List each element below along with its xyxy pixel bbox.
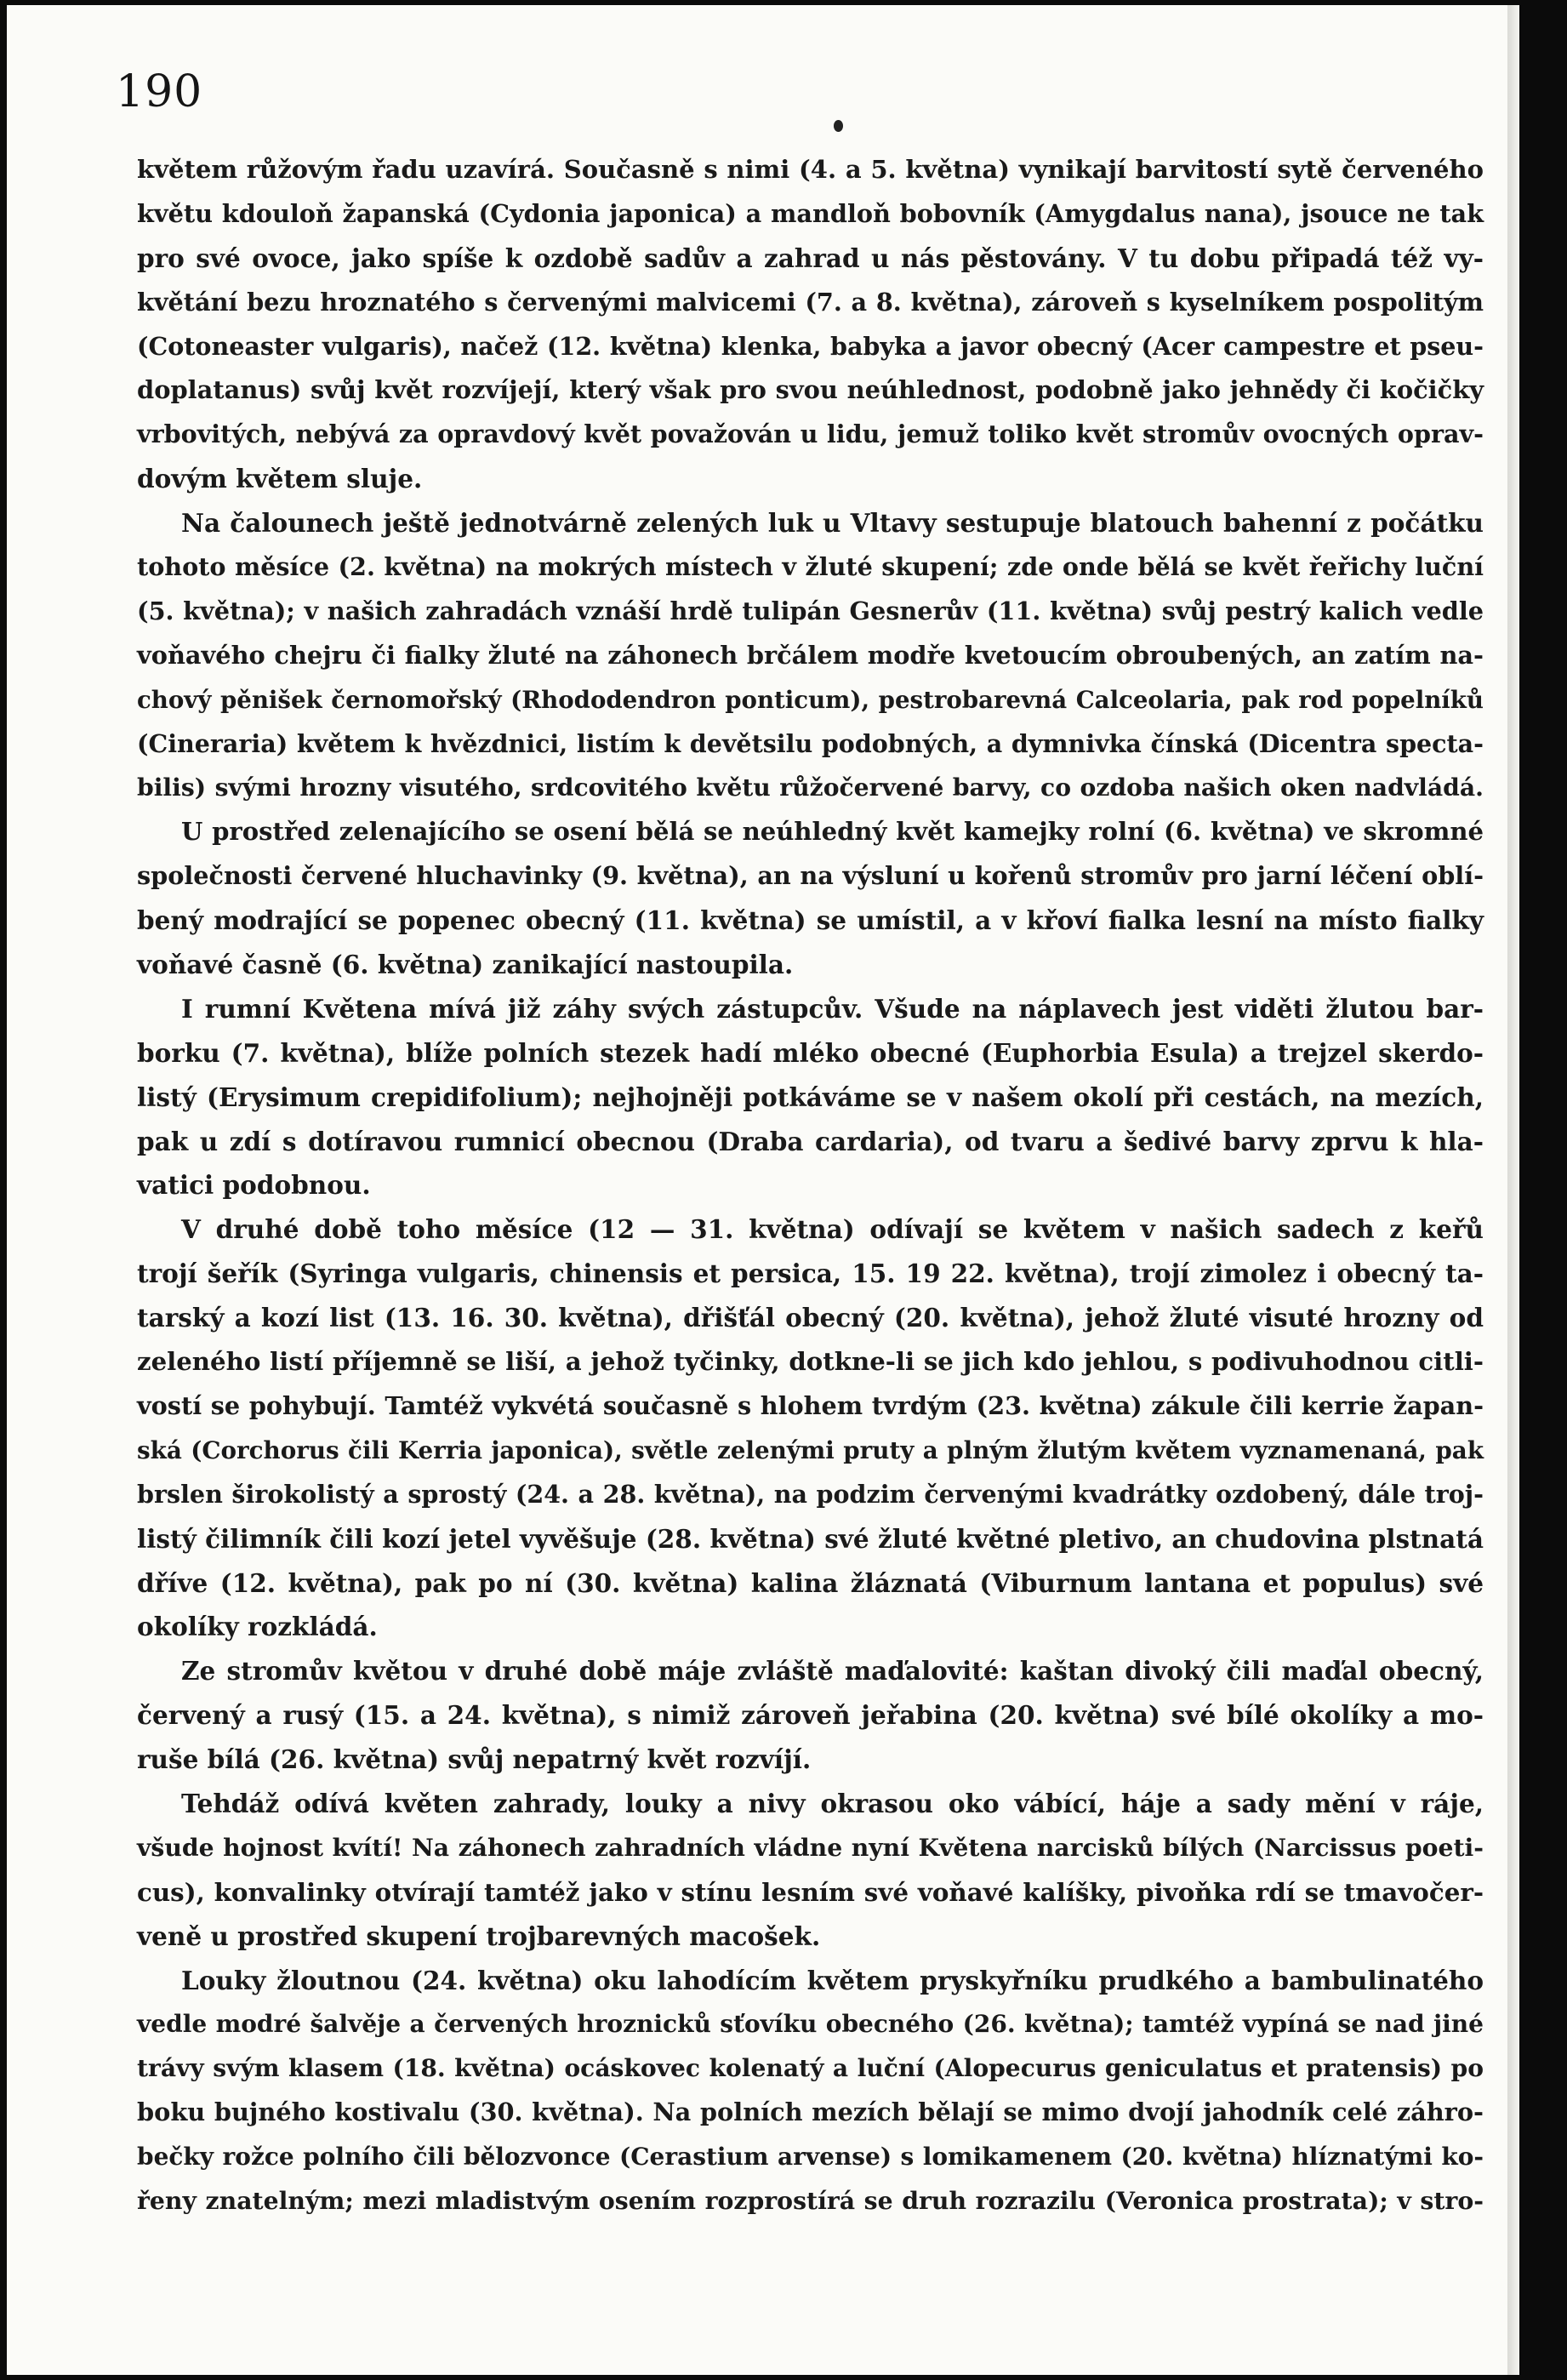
text-line: trojí šeřík (Syringa vulgaris, chinensis et persica, 15. 19 22. května), trojí zimolez i obecný ta- (137, 1258, 1484, 1289)
text-line: borku (7. května), blíže polních stezek hadí mléko obecné (Euphorbia Esula) a trejzel skerdo- (137, 1037, 1484, 1068)
text-line: okolíky rozkládá. (137, 1612, 378, 1642)
text-line: voňavého chejru či fialky žluté na záhonech brčálem modře kvetoucím obroubených, an zatím na- (137, 640, 1484, 670)
text-line: bečky rožce polního čili bělozvonce (Cerastium arvense) s lomikamenem (20. května) hlíznatými ko- (137, 2143, 1484, 2172)
text-line: ruše bílá (26. května) svůj nepatrný květ rozvíjí. (137, 1744, 812, 1775)
page-edge (1507, 5, 1519, 2375)
ink-dot (834, 120, 843, 132)
text-line: listý (Erysimum crepidifolium); nejhojněji potkáváme se v našem okolí při cestách, na mezích, (137, 1082, 1484, 1112)
text-line: (5. května); v našich zahradách vznáší hrdě tulipán Gesnerův (11. května) svůj pestrý kalich vedle (137, 596, 1484, 625)
text-line: pak u zdí s dotíravou rumnicí obecnou (Draba cardaria), od tvaru a šedivé barvy zprvu k hla- (137, 1126, 1484, 1156)
text-line: tarský a kozí list (13. 16. 30. května), dřišťál obecný (20. května), jehož žluté visuté hrozny od (137, 1303, 1484, 1333)
text-line: květem růžovým řadu uzavírá. Současně s nimi (4. a 5. května) vynikají barvitostí sytě červeného (137, 155, 1484, 184)
text-line: ská (Corchorus čili Kerria japonica), světle zelenými pruty a plným žlutým květem vyznamenaná, pak (137, 1435, 1484, 1464)
text-line: doplatanus) svůj květ rozvíjejí, který však pro svou neúhlednost, podobně jako jehnědy či kočičky (137, 375, 1484, 405)
text-line: dříve (12. května), pak po ní (30. května) kalina žláznatá (Viburnum lantana et populus) své (137, 1567, 1484, 1598)
text-line: (Cotoneaster vulgaris), načež (12. května) klenka, babyka a javor obecný (Acer campestre et pseu- (137, 331, 1484, 361)
text-line: Tehdáž odívá květen zahrady, louky a nivy okrasou oko vábící, háje a sady mění v ráje, (181, 1788, 1484, 1818)
text-line: pro své ovoce, jako spíše k ozdobě sadův a zahrad u nás pěstovány. V tu dobu připadá též vy- (137, 243, 1484, 273)
text-line: vedle modré šalvěje a červených hroznicků sťovíku obecného (26. května); tamtéž vypíná se nad jiné (137, 2010, 1484, 2039)
text-line: (Cineraria) květem k hvězdnici, listím k devětsilu podobných, a dymnivka čínská (Dicentra specta- (137, 728, 1484, 758)
text-line: zeleného listí příjemně se liší, a jehož tyčinky, dotkne-li se jich kdo jehlou, s podivuhodnou citli- (137, 1347, 1484, 1377)
text-line: tohoto měsíce (2. května) na mokrých místech v žluté skupení; zde onde bělá se květ řeřichy luční (137, 552, 1484, 582)
scanned-page (7, 5, 1519, 2375)
text-line: bený modrající se popenec obecný (11. května) se umístil, a v křoví fialka lesní na místo fialky (137, 905, 1484, 936)
text-line: dovým květem sluje. (137, 464, 423, 494)
text-line: Na čalounech ještě jednotvárně zelených luk u Vltavy sestupuje blatouch bahenní z počátku (181, 508, 1484, 539)
text-line: cus), konvalinky otvírají tamtéž jako v stínu lesním své voňavé kalíšky, pivoňka rdí se tmavočer- (137, 1876, 1484, 1907)
text-line: trávy svým klasem (18. května) ocáskovec kolenatý a luční (Alopecurus geniculatus et pratensis) po (137, 2054, 1484, 2083)
text-line: Ze stromův květou v druhé době máje zvláště maďalovité: kaštan divoký čili maďal obecný, (181, 1656, 1484, 1687)
body-text (137, 148, 1484, 2223)
text-line: všude hojnost kvítí! Na záhonech zahradních vládne nyní Květena narcisků bílých (Narcissus poeti- (137, 1832, 1484, 1862)
text-line: vostí se pohybují. Tamtéž vykvétá současně s hlohem tvrdým (23. května) zákule čili kerrie žapan- (137, 1390, 1484, 1420)
text-line: bilis) svými hrozny visutého, srdcovitého květu růžočervené barvy, co ozdoba našich oken nadvládá. (137, 773, 1484, 802)
text-line: veně u prostřed skupení trojbarevných macošek. (137, 1921, 821, 1951)
text-line: I rumní Květena mívá již záhy svých zástupcův. Všude na náplavech jest viděti žlutou bar- (181, 993, 1484, 1024)
text-line: řeny znatelným; mezi mladistvým osením rozprostírá se druh rozrazilu (Veronica prostrata); v stro- (137, 2185, 1484, 2215)
text-line: společnosti červené hluchavinky (9. května), an na výsluní u kořenů stromův pro jarní léčení oblí- (137, 861, 1484, 891)
text-line: červený a rusý (15. a 24. května), s nimiž zároveň jeřabina (20. května) své bílé okolíky a mo- (137, 1700, 1484, 1731)
text-line: brslen širokolistý a sprostý (24. a 28. května), na podzim červenými kvadrátky ozdobený, dále troj- (137, 1479, 1484, 1509)
text-line: Louky žloutnou (24. května) oku lahodícím květem pryskyřníku prudkého a bambulinatého (181, 1965, 1484, 1995)
text-line: boku bujného kostivalu (30. května). Na polních mezích bělají se mimo dvojí jahodník celé záhro- (137, 2097, 1484, 2127)
text-line: květání bezu hroznatého s červenými malvicemi (7. a 8. května), zároveň s kyselníkem pospolitým (137, 287, 1484, 317)
page-number: 190 (116, 66, 203, 117)
text-line: V druhé době toho měsíce (12 — 31. května) odívají se květem v našich sadech z keřů (181, 1214, 1484, 1245)
text-line: vrbovitých, nebývá za opravdový květ považován u lidu, jemuž toliko květ stromův ovocných oprav- (137, 419, 1484, 449)
text-line: chový pěnišek černomořský (Rhododendron ponticum), pestrobarevná Calceolaria, pak rod popelníků (137, 685, 1484, 714)
text-line: květu kdouloň žapanská (Cydonia japonica) a mandloň bobovník (Amygdalus nana), jsouce ne tak (137, 198, 1484, 228)
text-line: U prostřed zelenajícího se osení bělá se neúhledný květ kamejky rolní (6. května) ve skromné (181, 817, 1484, 847)
text-line: vatici podobnou. (137, 1170, 371, 1201)
text-line: listý čilimník čili kozí jetel vyvěšuje (28. května) své žluté květné pletivo, an chudovina plstnatá (137, 1523, 1484, 1554)
text-line: voňavé časně (6. května) zanikající nastoupila. (137, 950, 794, 980)
